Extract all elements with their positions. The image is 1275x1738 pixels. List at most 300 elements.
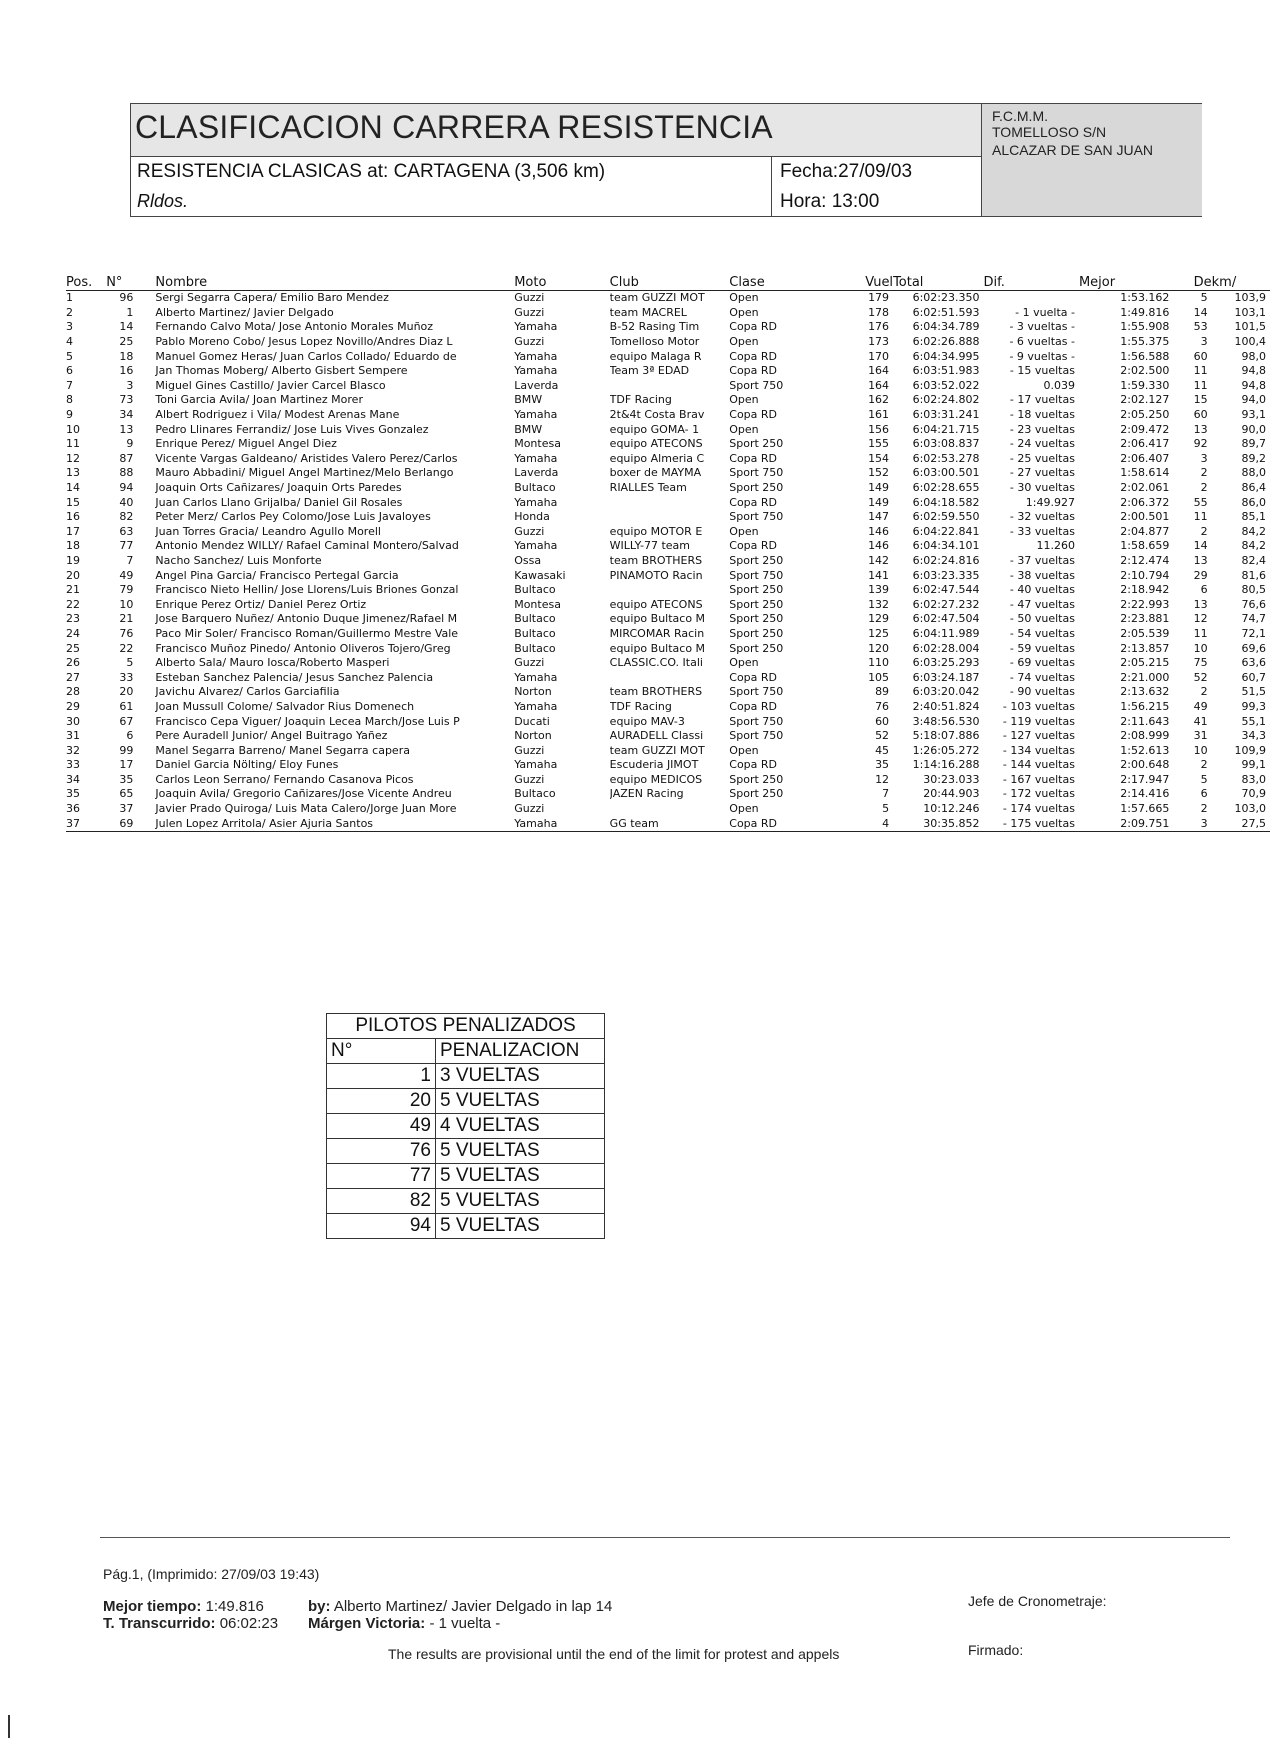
results-cell-8: - 172 vueltas	[1002, 787, 1075, 801]
results-cell-10: 13	[1193, 597, 1208, 611]
results-cell-3: Norton	[514, 685, 552, 699]
results-cell-4: equipo Almeria C	[609, 451, 705, 465]
results-cell-2: Manuel Gomez Heras/ Juan Carlos Collado/ Eduardo de	[155, 349, 457, 363]
results-cell-1: 9	[126, 437, 134, 451]
organizer-name: F.C.M.M.	[992, 108, 1048, 124]
page-info: Pág.1, (Imprimido: 27/09/03 19:43)	[103, 1566, 320, 1582]
results-cell-1: 5	[126, 656, 134, 670]
results-cell-11: 86,4	[1241, 481, 1266, 495]
results-cell-2: Angel Pina Garcia/ Francisco Pertegal Garcia	[155, 568, 399, 582]
results-cell-5: Open	[729, 305, 759, 319]
results-cell-0: 37	[66, 816, 106, 831]
results-cell-11: 34,3	[1241, 729, 1266, 743]
results-cell-2: Joaquin Avila/ Gregorio Cañizares/Jose Vicente Andreu	[155, 787, 452, 801]
results-cell-4: equipo Bultaco M	[609, 641, 706, 655]
results-cell-5: Open	[729, 335, 759, 349]
results-cell-4: team BROTHERS	[609, 685, 703, 699]
results-cell-6: 146	[868, 539, 890, 553]
results-cell-8: - 54 vueltas	[1009, 626, 1075, 640]
results-cell-4: PINAMOTO Racin	[609, 568, 703, 582]
table-row	[66, 335, 1270, 350]
results-cell-5: Sport 250	[729, 641, 784, 655]
results-cell-2: Pere Auradell Junior/ Angel Buitrago Yañez	[155, 729, 388, 743]
results-cell-5: Copa RD	[729, 495, 778, 509]
results-cell-7: 6:02:28.655	[912, 481, 980, 495]
results-cell-10: 10	[1193, 743, 1208, 757]
table-row	[66, 495, 1270, 510]
table-row	[66, 291, 1270, 306]
results-cell-6: 147	[868, 510, 890, 524]
rldos-label: Rldos.	[137, 191, 189, 211]
results-cell-3: BMW	[514, 393, 543, 407]
results-cell-9: 2:12.474	[1120, 553, 1170, 567]
results-cell-7: 6:03:20.042	[912, 685, 980, 699]
results-cell-4: team GUZZI MOT	[609, 291, 705, 305]
results-cell-5: Sport 750	[729, 466, 784, 480]
results-cell-1: 87	[119, 451, 134, 465]
results-cell-1: 61	[119, 699, 134, 713]
results-cell-7: 6:04:18.582	[912, 495, 980, 509]
results-cell-11: 103,0	[1234, 802, 1266, 816]
results-cell-0: 27	[66, 670, 80, 684]
results-cell-7: 6:02:51.593	[912, 305, 980, 319]
results-cell-9: 2:21.000	[1120, 670, 1170, 684]
results-cell-1: 65	[119, 787, 134, 801]
time-cell	[771, 187, 982, 216]
results-cell-7: 6:03:52.022	[912, 378, 980, 392]
results-cell-10: 13	[1193, 553, 1208, 567]
results-cell-0: 22	[66, 597, 80, 611]
results-cell-8: 11.260	[1036, 539, 1075, 553]
rldos-cell	[131, 187, 771, 216]
results-cell-3: Yamaha	[514, 539, 558, 553]
table-row	[66, 802, 1270, 817]
results-cell-5: Copa RD	[729, 758, 778, 772]
results-cell-7: 6:04:11.989	[912, 626, 980, 640]
results-cell-9: 1:56.588	[1120, 349, 1170, 363]
results-cell-9: 2:04.877	[1120, 524, 1170, 538]
penalty-value: 5 VUELTAS	[436, 1214, 605, 1239]
penalty-rider-number: 1	[327, 1064, 436, 1089]
results-cell-11: 72,1	[1241, 626, 1266, 640]
results-cell-8: - 24 vueltas	[1009, 437, 1075, 451]
results-cell-8: - 69 vueltas	[1009, 656, 1075, 670]
results-cell-8: - 27 vueltas	[1009, 466, 1075, 480]
table-row	[66, 510, 1270, 525]
results-cell-1: 34	[119, 408, 134, 422]
results-col-7: Total	[893, 275, 983, 291]
results-cell-3: Yamaha	[514, 758, 558, 772]
results-cell-9: 1:53.162	[1120, 291, 1170, 305]
results-cell-0: 25	[66, 641, 80, 655]
results-cell-9: 2:11.643	[1120, 714, 1170, 728]
results-cell-10: 14	[1193, 539, 1208, 553]
results-cell-7: 6:02:27.232	[912, 597, 980, 611]
results-cell-3: Bultaco	[514, 641, 556, 655]
results-cell-5: Sport 250	[729, 787, 784, 801]
results-cell-9: 2:08.999	[1120, 729, 1170, 743]
results-cell-10: 2	[1200, 802, 1208, 816]
results-cell-9: 2:02.061	[1120, 481, 1170, 495]
results-cell-11: 80,5	[1241, 583, 1266, 597]
results-cell-8: - 38 vueltas	[1009, 568, 1075, 582]
results-cell-2: Alberto Sala/ Mauro Iosca/Roberto Masperi	[155, 656, 390, 670]
best-by-value: Alberto Martinez/ Javier Delgado in lap 14	[333, 1598, 613, 1615]
results-cell-3: Laverda	[514, 466, 559, 480]
results-cell-0: 33	[66, 758, 80, 772]
table-row	[66, 525, 1270, 540]
results-col-0: Pos.	[66, 275, 106, 291]
results-cell-8: - 127 vueltas	[1002, 729, 1075, 743]
results-cell-3: Guzzi	[514, 743, 545, 757]
results-cell-0: 2	[66, 305, 73, 319]
results-cell-7: 6:03:24.187	[912, 670, 980, 684]
results-cell-10: 29	[1193, 568, 1208, 582]
penalty-value: 5 VUELTAS	[436, 1164, 605, 1189]
results-cell-11: 90,0	[1241, 422, 1266, 436]
results-cell-4: TDF Racing	[609, 393, 672, 407]
penalty-rider-number: 76	[327, 1139, 436, 1164]
results-cell-6: 170	[868, 349, 890, 363]
results-cell-5: Open	[729, 422, 759, 436]
results-cell-9: 1:56.215	[1120, 699, 1170, 713]
results-cell-3: Yamaha	[514, 320, 558, 334]
results-cell-6: 110	[868, 656, 890, 670]
results-cell-0: 34	[66, 772, 80, 786]
results-cell-2: Miguel Gines Castillo/ Javier Carcel Blasco	[155, 378, 386, 392]
best-time-label: Mejor tiempo:	[103, 1598, 202, 1615]
results-cell-0: 29	[66, 699, 80, 713]
results-cell-1: 3	[126, 378, 134, 392]
results-cell-6: 129	[868, 612, 890, 626]
results-cell-6: 178	[868, 305, 890, 319]
results-cell-3: Yamaha	[514, 364, 558, 378]
results-cell-4: JAZEN Racing	[609, 787, 684, 801]
results-cell-4: equipo Bultaco M	[609, 612, 706, 626]
results-cell-8: - 134 vueltas	[1002, 743, 1075, 757]
results-cell-4: equipo MAV-3	[609, 714, 685, 728]
results-cell-8: - 144 vueltas	[1002, 758, 1075, 772]
results-cell-6: 164	[868, 378, 890, 392]
penalty-row	[327, 1114, 605, 1139]
results-cell-6: 45	[875, 743, 890, 757]
results-cell-3: Yamaha	[514, 699, 558, 713]
results-cell-4: TDF Racing	[609, 699, 672, 713]
results-cell-2: Carlos Leon Serrano/ Fernando Casanova Picos	[155, 772, 414, 786]
results-cell-4	[610, 583, 730, 598]
table-row	[66, 393, 1270, 408]
results-cell-4: MIRCOMAR Racin	[609, 626, 705, 640]
results-cell-10: 11	[1193, 364, 1208, 378]
chief-timekeeper-label: Jefe de Cronometraje:	[968, 1593, 1107, 1609]
results-cell-6: 120	[868, 641, 890, 655]
results-cell-2: Enrique Perez Ortiz/ Daniel Perez Ortiz	[155, 597, 367, 611]
results-cell-8: - 18 vueltas	[1009, 408, 1075, 422]
results-cell-11: 70,9	[1241, 787, 1266, 801]
results-cell-3: Yamaha	[514, 408, 558, 422]
results-cell-5: Sport 250	[729, 772, 784, 786]
results-cell-1: 37	[119, 802, 134, 816]
results-cell-4	[610, 379, 730, 394]
results-cell-10: 5	[1200, 772, 1208, 786]
results-cell-11: 103,9	[1234, 291, 1266, 305]
table-row	[66, 816, 1270, 831]
results-cell-3: Bultaco	[514, 612, 556, 626]
results-cell-1: 94	[119, 481, 134, 495]
results-cell-0: 21	[66, 583, 80, 597]
results-cell-0: 13	[66, 466, 80, 480]
results-cell-3: Guzzi	[514, 524, 545, 538]
results-cell-10: 5	[1200, 291, 1208, 305]
results-cell-10: 12	[1193, 612, 1208, 626]
penalties-table	[326, 1013, 605, 1239]
results-cell-1: 6	[126, 729, 134, 743]
table-row	[66, 685, 1270, 700]
results-cell-9: 1:59.330	[1120, 378, 1170, 392]
results-col-11: km/	[1212, 275, 1270, 291]
results-cell-0: 20	[66, 568, 80, 582]
results-cell-2: Peter Merz/ Carlos Pey Colomo/Jose Luis Javaloyes	[155, 510, 431, 524]
results-cell-2: Javier Prado Quiroga/ Luis Mata Calero/Jorge Juan More	[155, 802, 457, 816]
results-cell-11: 81,6	[1241, 568, 1266, 582]
results-cell-2: Vicente Vargas Galdeano/ Aristides Valero Perez/Carlos	[155, 451, 458, 465]
results-cell-1: 67	[119, 714, 134, 728]
results-cell-6: 149	[868, 495, 890, 509]
results-cell-11: 88,0	[1241, 466, 1266, 480]
results-cell-2: Alberto Martinez/ Javier Delgado	[155, 305, 334, 319]
penalties-body	[327, 1064, 605, 1239]
results-cell-2: Joaquin Orts Cañizares/ Joaquin Orts Paredes	[155, 481, 402, 495]
results-cell-1: 79	[119, 583, 134, 597]
results-cell-9: 1:57.665	[1120, 802, 1170, 816]
elapsed-line	[103, 1615, 278, 1632]
results-cell-4: B-52 Rasing Tim	[609, 320, 700, 334]
results-cell-5: Sport 750	[729, 685, 784, 699]
results-cell-4: WILLY-77 team	[609, 539, 691, 553]
results-cell-8: - 47 vueltas	[1009, 597, 1075, 611]
results-cell-8: - 6 vueltas -	[1009, 335, 1075, 349]
penalty-rider-number: 49	[327, 1114, 436, 1139]
results-cell-11: 55,1	[1241, 714, 1266, 728]
results-cell-8: - 103 vueltas	[1002, 699, 1075, 713]
results-cell-11: 84,2	[1241, 524, 1266, 538]
results-cell-4: equipo GOMA- 1	[609, 422, 700, 436]
race-subtitle: RESISTENCIA CLASICAS at: CARTAGENA (3,506 km)	[137, 161, 606, 182]
results-cell-5: Open	[729, 393, 759, 407]
results-cell-3: BMW	[514, 422, 543, 436]
results-cell-11: 103,1	[1234, 305, 1266, 319]
results-cell-8: - 40 vueltas	[1009, 583, 1075, 597]
results-cell-6: 154	[868, 451, 890, 465]
results-cell-4: GG team	[610, 816, 730, 831]
table-row	[66, 320, 1270, 335]
results-cell-1: 35	[119, 772, 134, 786]
results-col-6: Vuel	[845, 275, 893, 291]
results-cell-2: Pedro Llinares Ferrandiz/ Jose Luis Vives Gonzalez	[155, 422, 429, 436]
results-cell-10: 11	[1193, 510, 1208, 524]
results-cell-10: 31	[1193, 729, 1208, 743]
results-cell-11: 99,3	[1241, 699, 1266, 713]
results-cell-0: 4	[66, 335, 73, 349]
results-cell-2: Javichu Alvarez/ Carlos Garciafilia	[155, 685, 340, 699]
results-cell-7: 20:44.903	[923, 787, 980, 801]
results-cell-9: 2:18.942	[1120, 583, 1170, 597]
results-cell-5: Copa RD	[729, 364, 778, 378]
results-cell-10: 6	[1200, 787, 1208, 801]
results-cell-8: - 90 vueltas	[1009, 685, 1075, 699]
results-cell-3: Yamaha	[514, 495, 558, 509]
results-cell-9: 2:00.648	[1120, 758, 1170, 772]
results-cell-10: 53	[1193, 320, 1208, 334]
results-cell-6: 35	[875, 758, 890, 772]
results-cell-2: Joan Mussull Colome/ Salvador Rius Domenech	[155, 699, 415, 713]
results-cell-3: Bultaco	[514, 481, 556, 495]
results-cell-10: 11	[1193, 626, 1208, 640]
results-cell-10: 3	[1200, 451, 1208, 465]
results-cell-5: Sport 250	[729, 437, 784, 451]
results-cell-2: Sergi Segarra Capera/ Emilio Baro Mendez	[155, 291, 389, 305]
table-row	[66, 583, 1270, 598]
results-cell-2: Julen Lopez Arritola/ Asier Ajuria Santos	[155, 816, 514, 831]
results-cell-3: Guzzi	[514, 656, 545, 670]
results-cell-6: 146	[868, 524, 890, 538]
results-cell-7: 6:04:34.101	[912, 539, 980, 553]
results-cell-5: Sport 750	[729, 568, 784, 582]
results-cell-7: 6:02:26.888	[912, 335, 980, 349]
results-cell-6: 149	[868, 481, 890, 495]
results-cell-0: 24	[66, 626, 80, 640]
results-cell-6: 4	[845, 816, 893, 831]
results-cell-4: CLASSIC.CO. Itali	[609, 656, 703, 670]
results-cell-2: Francisco Muñoz Pinedo/ Antonio Oliveros Tojero/Greg	[155, 641, 451, 655]
results-cell-6: 139	[868, 583, 890, 597]
results-cell-9: 1:58.659	[1120, 539, 1170, 553]
results-cell-3: Bultaco	[514, 626, 556, 640]
results-cell-11: 101,5	[1234, 320, 1266, 334]
results-cell-2: Jan Thomas Moberg/ Alberto Gisbert Sempere	[155, 364, 408, 378]
penalty-value: 4 VUELTAS	[436, 1114, 605, 1139]
table-row	[66, 714, 1270, 729]
results-cell-2: Paco Mir Soler/ Francisco Roman/Guillermo Mestre Vale	[155, 626, 459, 640]
penalty-row	[327, 1164, 605, 1189]
results-cell-0: 17	[66, 524, 80, 538]
results-cell-7: 10:12.246	[923, 802, 980, 816]
results-cell-0: 9	[66, 408, 73, 422]
results-cell-9: 2:14.416	[1120, 787, 1170, 801]
results-cell-2: Esteban Sanchez Palencia/ Jesus Sanchez Palencia	[155, 670, 434, 684]
penalty-row	[327, 1089, 605, 1114]
results-cell-4: Escuderia JIMOT	[609, 758, 699, 772]
results-cell-2: Nacho Sanchez/ Luis Monforte	[155, 553, 322, 567]
results-cell-4: equipo MEDICOS	[609, 772, 703, 786]
results-cell-11: 109,9	[1234, 743, 1266, 757]
table-row	[66, 656, 1270, 671]
date-cell	[771, 156, 982, 187]
results-cell-10: 15	[1193, 393, 1208, 407]
results-cell-10: 92	[1193, 437, 1208, 451]
results-cell-1: 99	[119, 743, 134, 757]
best-by-label: by:	[308, 1598, 331, 1615]
results-cell-5: Copa RD	[729, 349, 778, 363]
results-cell-7: 6:02:47.544	[912, 583, 980, 597]
results-cell-9: 2:05.539	[1120, 626, 1170, 640]
results-cell-5: Copa RD	[729, 699, 778, 713]
results-cell-11: 89,7	[1241, 437, 1266, 451]
results-cell-1: 10	[119, 597, 134, 611]
race-date: Fecha:27/09/03	[780, 161, 913, 182]
results-cell-2: Fernando Calvo Mota/ Jose Antonio Morales Muñoz	[155, 320, 434, 334]
table-row	[66, 700, 1270, 715]
results-cell-6: 125	[868, 626, 890, 640]
results-cell-4: team MACREL	[609, 305, 687, 319]
results-cell-2: Juan Carlos Llano Grijalba/ Daniel Gil Rosales	[155, 495, 403, 509]
results-cell-9: 2:02.500	[1120, 364, 1170, 378]
results-cell-3: Yamaha	[514, 349, 558, 363]
results-cell-10: 52	[1193, 670, 1208, 684]
results-cell-7: 3:48:56.530	[912, 714, 980, 728]
results-cell-10: 3	[1173, 816, 1211, 831]
results-cell-0: 32	[66, 743, 80, 757]
penalty-value: 5 VUELTAS	[436, 1139, 605, 1164]
results-cell-0: 19	[66, 553, 80, 567]
results-cell-6: 141	[868, 568, 890, 582]
results-cell-7: 6:03:08.837	[912, 437, 980, 451]
results-col-2: Nombre	[155, 275, 514, 291]
table-row	[66, 452, 1270, 467]
results-cell-11: 51,5	[1241, 685, 1266, 699]
results-cell-9: 2:02.127	[1120, 393, 1170, 407]
results-cell-7: 6:02:47.504	[912, 612, 980, 626]
results-cell-10: 2	[1200, 758, 1208, 772]
results-cell-10: 41	[1193, 714, 1208, 728]
results-cell-3: Bultaco	[514, 583, 556, 597]
results-header-row	[66, 275, 1270, 291]
table-row	[66, 612, 1270, 627]
results-cell-8: - 23 vueltas	[1009, 422, 1075, 436]
results-cell-6: 164	[868, 364, 890, 378]
results-cell-7: 2:40:51.824	[912, 699, 980, 713]
table-row	[66, 379, 1270, 394]
results-cell-10: 75	[1193, 656, 1208, 670]
penalty-row	[327, 1064, 605, 1089]
results-cell-11: 94,0	[1241, 393, 1266, 407]
results-cell-8: - 174 vueltas	[1002, 802, 1075, 816]
results-cell-5: Copa RD	[729, 320, 778, 334]
penalty-row	[327, 1189, 605, 1214]
results-cell-4	[610, 802, 730, 817]
results-col-3: Moto	[514, 275, 609, 291]
results-cell-6: 156	[868, 422, 890, 436]
results-cell-7: 6:02:24.802	[912, 393, 980, 407]
results-cell-11: 84,2	[1241, 539, 1266, 553]
results-cell-1: 49	[119, 568, 134, 582]
results-cell-8: - 17 vueltas	[1009, 393, 1075, 407]
results-cell-0: 1	[66, 291, 73, 305]
results-cell-3: Ducati	[514, 714, 550, 728]
results-cell-5: Sport 250	[729, 553, 784, 567]
results-cell-0: 7	[66, 378, 73, 392]
results-cell-1: 16	[119, 364, 134, 378]
results-cell-8: - 37 vueltas	[1009, 553, 1075, 567]
results-cell-1: 25	[119, 335, 134, 349]
table-row	[66, 729, 1270, 744]
table-row	[66, 539, 1270, 554]
penalty-row	[327, 1214, 605, 1239]
results-cell-3: Montesa	[514, 597, 561, 611]
penalty-rider-number: 77	[327, 1164, 436, 1189]
results-cell-10: 6	[1200, 583, 1208, 597]
results-cell-1: 88	[119, 466, 134, 480]
